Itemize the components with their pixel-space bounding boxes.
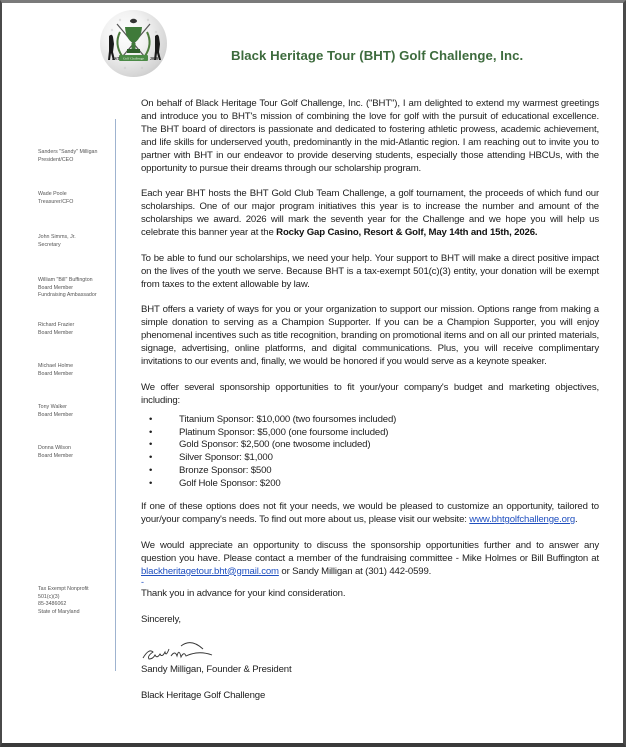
officer-entry	[38, 322, 74, 337]
sponsorship-item: • Bronze Sponsor: $500	[149, 465, 272, 477]
officer-name: Richard Frazier	[38, 322, 75, 328]
sponsorship-item: • Golf Hole Sponsor: $200	[149, 478, 281, 490]
signature-icon	[141, 640, 231, 664]
bullet-icon: •	[149, 413, 153, 425]
tax-exempt-info	[38, 586, 89, 617]
sponsorship-item: • Gold Sponsor: $2,500 (one twosome included)	[149, 439, 371, 451]
officer-entry	[38, 149, 97, 164]
officer-name: Michael Holme	[38, 363, 74, 369]
officer-entry	[38, 363, 73, 378]
signer-name-title: Sandy Milligan, Founder & President	[141, 664, 292, 676]
ein-number: 85-3486062	[38, 601, 67, 608]
sponsorship-item: • Platinum Sponsor: $5,000 (one foursome included)	[149, 426, 389, 438]
tax-code: 501(c)(3)	[38, 593, 60, 600]
officer-title: Board Member	[38, 284, 74, 291]
officer-title: Secretary	[38, 241, 61, 248]
officer-entry	[38, 404, 73, 419]
svg-text:Golf Challenge: Golf Challenge	[123, 56, 144, 61]
bullet-icon: •	[149, 465, 153, 477]
officer-title: Board Member	[38, 329, 74, 336]
officer-title: Board Member	[38, 411, 74, 418]
email-link[interactable]: blackheritagetour.bht@gmail.com	[141, 565, 279, 577]
bullet-icon: •	[149, 439, 153, 451]
officer-entry	[38, 191, 73, 206]
officer-entry	[38, 234, 76, 249]
thank-you-line: Thank you in advance for your kind consideration.	[141, 588, 346, 600]
sidebar-divider	[115, 119, 116, 671]
officer-title: Fundraising Ambassador	[38, 292, 97, 299]
paragraph-customize: If one of these options does not fit your needs, we would be pleased to customize an opportunity, tailored to your/your company's needs. To find out more about us, please visit our website: www.bhtgolfchallenge.org.	[141, 501, 599, 525]
svg-text:EST: EST	[112, 56, 120, 61]
officer-name: William "Bill" Buffington	[38, 277, 93, 283]
organization-title: Black Heritage Tour (BHT) Golf Challenge, Inc.	[231, 48, 524, 63]
officer-name: Donna Wilson	[38, 445, 71, 451]
paragraph-support-options: BHT offers a variety of ways for you or your organization to support our mission. Options range from making a simple donation to serving as a Champion Supporter. If you can be a Champion Supporter, you will enjoy phenomenal incentives such as title recognition, branding on promotional items and on all our printed materials, signage, advertising, online platforms, and digital communications. Plus, you will receive complimentary invitations to our events and, finally, we would be honored if you would serve as a keynote speaker.	[141, 304, 599, 368]
svg-text:2020: 2020	[150, 56, 158, 61]
signer-organization: Black Heritage Golf Challenge	[141, 689, 266, 701]
sponsorship-item: • Silver Sponsor: $1,000	[149, 452, 273, 464]
officer-title: Board Member	[38, 452, 74, 459]
bullet-icon: •	[149, 452, 153, 464]
paragraph-need-help: To be able to fund our scholarships, we need your help. Your support to BHT will make a direct positive impact on the lives of the youth we serve. Because BHT is a tax-exempt 501(c)(3) entity, your donation will be exempt from taxes to the extent allowable by law.	[141, 252, 599, 290]
officer-name: John Simms, Jr.	[38, 234, 76, 240]
event-venue-date: Rocky Gap Casino, Resort & Golf, May 14th and 15th, 2026.	[276, 227, 538, 239]
paragraph-sponsorship-intro: We offer several sponsorship opportunities to fit your/your company's budget and marketing objectives, including:	[141, 381, 599, 406]
paragraph-introduction: On behalf of Black Heritage Tour Golf Challenge, Inc. ("BHT"), I am delighted to extend my warmest greetings and introduce you to BHT's mission of combining the love for golf with the pursuit of educational excellence. The BHT board of directors is passionate and dedicated to fostering athletic prowess, academic achievement, and life skills for underserved youth, predominantly in the mid-Atlantic region. I am reaching out to invite you to partner with BHT in our endeavor to provide deserving students, especially those attending HBCUs, with the opportunity to pursue their dreams through our scholarship program.	[141, 98, 599, 174]
state: State of Maryland	[38, 609, 80, 616]
officer-entry	[38, 277, 97, 300]
website-link[interactable]: www.bhtgolfchallenge.org	[469, 513, 576, 525]
sponsorship-item: • Titanium Sponsor: $10,000 (two foursomes included)	[149, 413, 397, 425]
officer-name: Tony Walker	[38, 404, 67, 410]
officer-title: President/CEO	[38, 156, 74, 163]
paragraph-tournament: Each year BHT hosts the BHT Gold Club Team Challenge, a golf tournament, the proceeds of which fund our scholarships. One of our major program initiatives this year is to increase the number and amount of the scholarships we award. 2026 will mark the seventh year for the Challenge and we hope you will help us celebrate this banner year at the Rocky Gap Casino, Resort & Golf, May 14th and 15th, 2026.	[141, 188, 599, 239]
officer-title: Board Member	[38, 370, 74, 377]
officer-name: Sanders "Sandy" Milligan	[38, 149, 98, 155]
closing: Sincerely,	[141, 614, 181, 626]
sponsorship-list	[141, 414, 599, 491]
stray-mark: -	[141, 577, 144, 588]
bullet-icon: •	[149, 478, 153, 490]
officer-title: Treasurer/CFO	[38, 198, 74, 205]
officer-name: Wade Poole	[38, 191, 67, 197]
bullet-icon: •	[149, 426, 153, 438]
officer-entry	[38, 445, 73, 460]
golf-ball-trophy-logo-icon	[100, 10, 167, 77]
tax-status: Tax Exempt Nonprofit	[38, 586, 89, 592]
paragraph-contact: We would appreciate an opportunity to discuss the sponsorship opportunities further and to answer any question you have. Please contact a member of the fundraising committee - Mike Holmes or Bill Buffington at blackheritagetour.bht@gmail.com or Sandy Milligan at (301) 442-0599.	[141, 539, 599, 577]
letter-body	[141, 98, 599, 716]
